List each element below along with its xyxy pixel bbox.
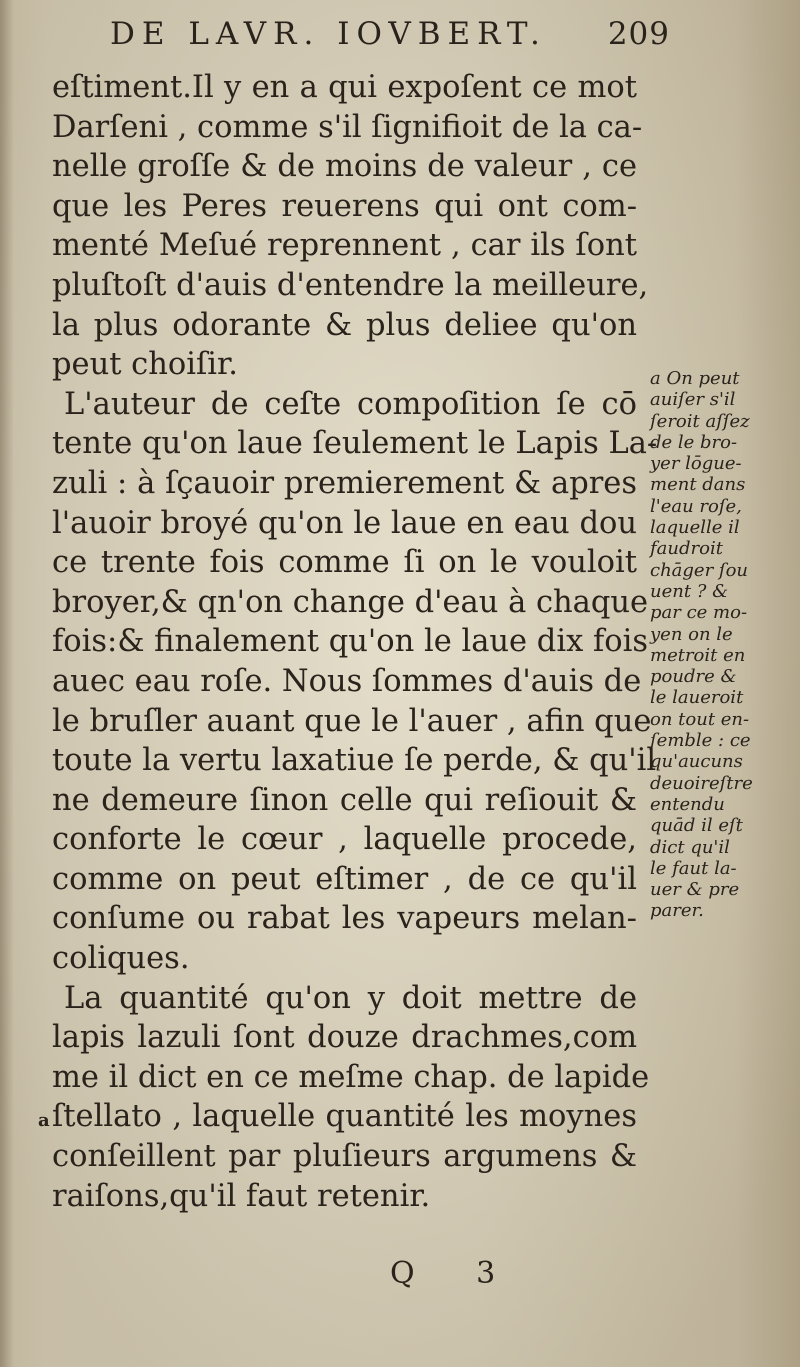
text-line: lapis lazuli ſont douze drachmes,com xyxy=(52,1020,637,1056)
margin-note-line: de le bro- xyxy=(650,431,738,453)
running-title: DE LAVR. IOVBERT. xyxy=(110,16,547,52)
text-line: comme on peut eſtimer , de ce qu'il xyxy=(52,861,637,897)
text-line: zuli : à ſçauoir premierement & apres xyxy=(52,465,637,501)
margin-note-line: a On peut xyxy=(650,368,740,389)
margin-note-line: ment dans xyxy=(650,474,746,496)
text-line: fois:& finalement qu'on le laue dix fois xyxy=(52,624,649,660)
margin-note-line: ſemble : ce xyxy=(650,730,751,752)
margin-note-line: on tout en- xyxy=(650,708,750,730)
margin-note-line: yer lōgue- xyxy=(650,453,742,475)
text-line: La quantité qu'on y doit mettre de xyxy=(64,980,637,1016)
margin-note-line: ſeroit aſſez xyxy=(650,410,750,432)
margin-note-line: quād il eſt xyxy=(650,815,743,837)
text-line: ſtellato , laquelle quantité les moynes xyxy=(52,1099,637,1135)
margin-note-line: entendu xyxy=(650,793,725,815)
text-line: auec eau roſe. Nous ſommes d'auis de xyxy=(52,663,642,699)
text-line: toute la vertu laxatiue ſe perde, & qu'il xyxy=(52,743,657,779)
text-line: raiſons,qu'il faut retenir. xyxy=(52,1178,431,1214)
text-line: peut choiſir. xyxy=(52,347,238,383)
page-header xyxy=(110,14,670,58)
margin-note-line: parer. xyxy=(650,900,704,922)
margin-note-line: poudre & xyxy=(650,666,737,688)
margin-note-line: uent ? & xyxy=(650,580,729,602)
text-line: ne demeure ſinon celle qui reſiouit & xyxy=(52,782,637,818)
text-line: conforte le cœur , laquelle procede, xyxy=(52,822,637,858)
margin-note xyxy=(650,368,792,922)
margin-note-line: yen on le xyxy=(650,623,733,645)
text-line: pluſtoſt d'auis d'entendre la meilleure, xyxy=(52,267,649,303)
text-line: Darſeni , comme s'il ſignifioit de la ca- xyxy=(52,109,643,145)
margin-note-line: le laueroit xyxy=(650,687,744,709)
note-reference-marker: a xyxy=(38,1110,50,1131)
main-text-column xyxy=(52,68,658,1216)
margin-note-line: faudroit xyxy=(650,538,723,560)
text-line: coliques. xyxy=(52,941,190,977)
text-line: broyer,& qn'on change d'eau à chaque xyxy=(52,584,649,620)
margin-note-line: qu'aucuns xyxy=(650,751,743,773)
margin-note-line: par ce mo- xyxy=(650,602,748,624)
margin-note-line: deuoireſtre xyxy=(650,772,753,794)
margin-note-line: metroit en xyxy=(650,644,746,666)
page-number: 209 xyxy=(607,16,670,52)
margin-note-line: le faut la- xyxy=(650,857,737,879)
text-line: eſtiment.Il y en a qui expoſent ce mot xyxy=(52,70,637,105)
text-line: conſeillent par pluſieurs argumens & xyxy=(52,1139,637,1175)
margin-note-line: laquelle il xyxy=(650,517,740,539)
margin-note-line: dict qu'il xyxy=(650,836,730,858)
text-line: tente qu'on laue ſeulement le Lapis La- xyxy=(52,426,658,462)
margin-note-line: l'eau roſe, xyxy=(650,495,742,517)
text-line: me il dict en ce meſme chap. de lapide xyxy=(52,1059,650,1095)
margin-note-line: chāger ſou xyxy=(650,559,748,581)
text-line: L'auteur de ceſte compoſition ſe cō xyxy=(64,386,637,422)
text-line: nelle groſſe & de moins de valeur , ce xyxy=(52,149,637,185)
text-line: que les Peres reuerens qui ont com- xyxy=(52,188,637,224)
margin-note-line: auiſer s'il xyxy=(650,389,736,411)
text-line: menté Meſué reprennent , car ils ſont xyxy=(52,228,637,264)
text-line: conſume ou rabat les vapeurs melan- xyxy=(52,901,637,937)
text-line: le bruſler auant que le l'auer , afin que xyxy=(52,703,652,739)
signature-mark: Q 3 xyxy=(390,1256,522,1291)
text-line: l'auoir broyé qu'on le laue en eau dou xyxy=(52,505,637,541)
text-line: la plus odorante & plus deliee qu'on xyxy=(52,307,637,343)
margin-note-line: uer & pre xyxy=(650,879,740,901)
text-line: ce trente fois comme ſi on le vouloit xyxy=(52,545,637,581)
